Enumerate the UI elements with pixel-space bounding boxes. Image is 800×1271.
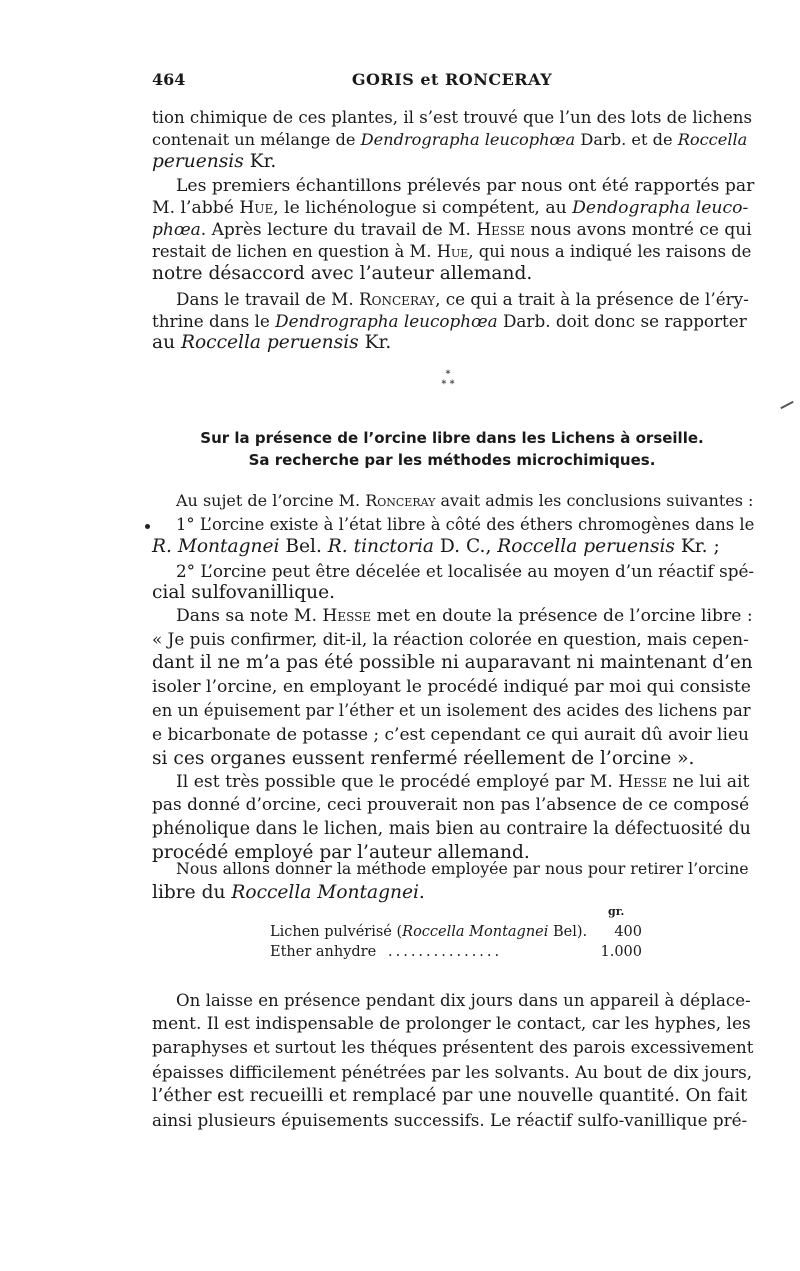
author-name: Ronceray (365, 491, 436, 510)
text-line: e bicarbonate de potasse ; c’est cependant ce qui aurait dû avoir lieu (152, 725, 749, 745)
text-line: thrine dans le Dendrographa leucophœa Darb. doit donc se rapporter (152, 311, 747, 331)
text-line: Les premiers échantillons prélevés par nous ont été rapportés par (176, 176, 755, 196)
recipe-label: Lichen pulvérisé (Roccella Montagnei Bel). (270, 924, 588, 940)
author-name: Ronceray (359, 289, 436, 309)
asterism-ornament (428, 370, 468, 400)
text-line: Au sujet de l’orcine M. Ronceray avait admis les conclusions suivantes : (176, 491, 754, 510)
asterism-bottom: * * (441, 379, 455, 390)
section-heading-line-1: Sur la présence de l’orcine libre dans les Lichens à orseille. (200, 429, 704, 447)
text-line: ainsi plusieurs épuisements successifs. Le réactif sulfo-vanillique pré- (152, 1110, 748, 1130)
text-line: ment. Il est indispensable de prolonger le contact, car les hyphes, les (152, 1014, 751, 1034)
page-number: 464 (152, 70, 186, 89)
text-line: si ces organes eussent renfermé réellement de l’orcine ». (152, 748, 695, 769)
text-line: On laisse en présence pendant dix jours dans un appareil à déplace- (176, 991, 751, 1010)
author-name: Hesse (618, 772, 668, 792)
list-item-line: R. Montagnei Bel. R. tinctoria D. C., Roccella peruensis Kr. ; (152, 536, 720, 557)
list-item-line: cial sulfovanillique. (152, 582, 335, 603)
text-line: tion chimique de ces plantes, il s’est trouvé que l’un des lots de lichens (152, 108, 753, 127)
text-line: paraphyses et surtout les théques présentent des parois excessivement (152, 1038, 754, 1057)
text-line: Dans sa note M. Hesse met en doute la présence de l’orcine libre : (176, 606, 753, 626)
text-line: isoler l’orcine, en employant le procédé indiqué par moi qui consiste (152, 677, 751, 697)
text-line: peruensis Kr. (152, 151, 277, 172)
author-name: Hue (239, 198, 274, 218)
list-item-line: 2° L’orcine peut être décelée et localisée au moyen d’un réactif spé- (176, 561, 755, 581)
recipe-dot-leader: ............... (388, 944, 503, 960)
text-line: notre désaccord avec l’auteur allemand. (152, 263, 533, 284)
text-line: l’éther est recueilli et remplacé par une nouvelle quantité. On fait (152, 1085, 748, 1106)
recipe-amount: 400 (614, 924, 642, 940)
author-name: Hue (436, 242, 469, 261)
text-line: dant il ne m’a pas été possible ni auparavant ni maintenant d’en (152, 652, 753, 673)
author-name: Hesse (476, 220, 525, 240)
recipe-row (270, 922, 642, 942)
margin-dot (145, 524, 150, 529)
margin-mark (780, 401, 793, 409)
text-line: épaisses difficilement pénétrées par les solvants. Au bout de dix jours, (152, 1062, 753, 1082)
text-line: « Je puis confirmer, dit-il, la réaction colorée en question, mais cepen- (152, 629, 749, 649)
text-line: au Roccella peruensis Kr. (152, 332, 392, 353)
recipe-unit-header: gr. (608, 905, 625, 918)
text-line: contenait un mélange de Dendrographa leucophœa Darb. et de Roccella (152, 130, 748, 149)
text-line: M. l’abbé Hue, le lichénologue si compétent, au Dendographa leuco- (152, 198, 749, 218)
text-line: Il est très possible que le procédé employé par M. Hesse ne lui ait (176, 772, 750, 792)
recipe-label: Ether anhydre (270, 944, 377, 960)
text-line: libre du Roccella Montagnei. (152, 882, 425, 903)
text-line: phœa. Après lecture du travail de M. Hesse nous avons montré ce qui (152, 220, 752, 240)
text-line: en un épuisement par l’éther et un isolement des acides des lichens par (152, 701, 751, 720)
text-line: Nous allons donner la méthode employée par nous pour retirer l’orcine (176, 859, 749, 878)
running-title: GORIS et RONCERAY (351, 70, 553, 89)
running-head (152, 70, 752, 96)
text-line: pas donné d’orcine, ceci prouverait non pas l’absence de ce composé (152, 795, 750, 815)
text-line: phénolique dans le lichen, mais bien au contraire la défectuosité du (152, 819, 751, 839)
list-item-line: 1° L’orcine existe à l’état libre à côté des éthers chromogènes dans le (176, 515, 755, 534)
text-line: restait de lichen en question à M. Hue, qui nous a indiqué les raisons de (152, 242, 752, 261)
asterism-top: * (445, 369, 451, 380)
recipe-amount: 1.000 (600, 944, 642, 960)
text-line: Dans le travail de M. Ronceray, ce qui a trait à la présence de l’éry- (176, 289, 749, 309)
section-heading-line-2: Sa recherche par les méthodes microchimiques. (248, 451, 656, 469)
recipe-row (270, 942, 642, 962)
author-name: Hesse (322, 606, 372, 626)
text-line: procédé employé par l’auteur allemand. (152, 842, 530, 863)
